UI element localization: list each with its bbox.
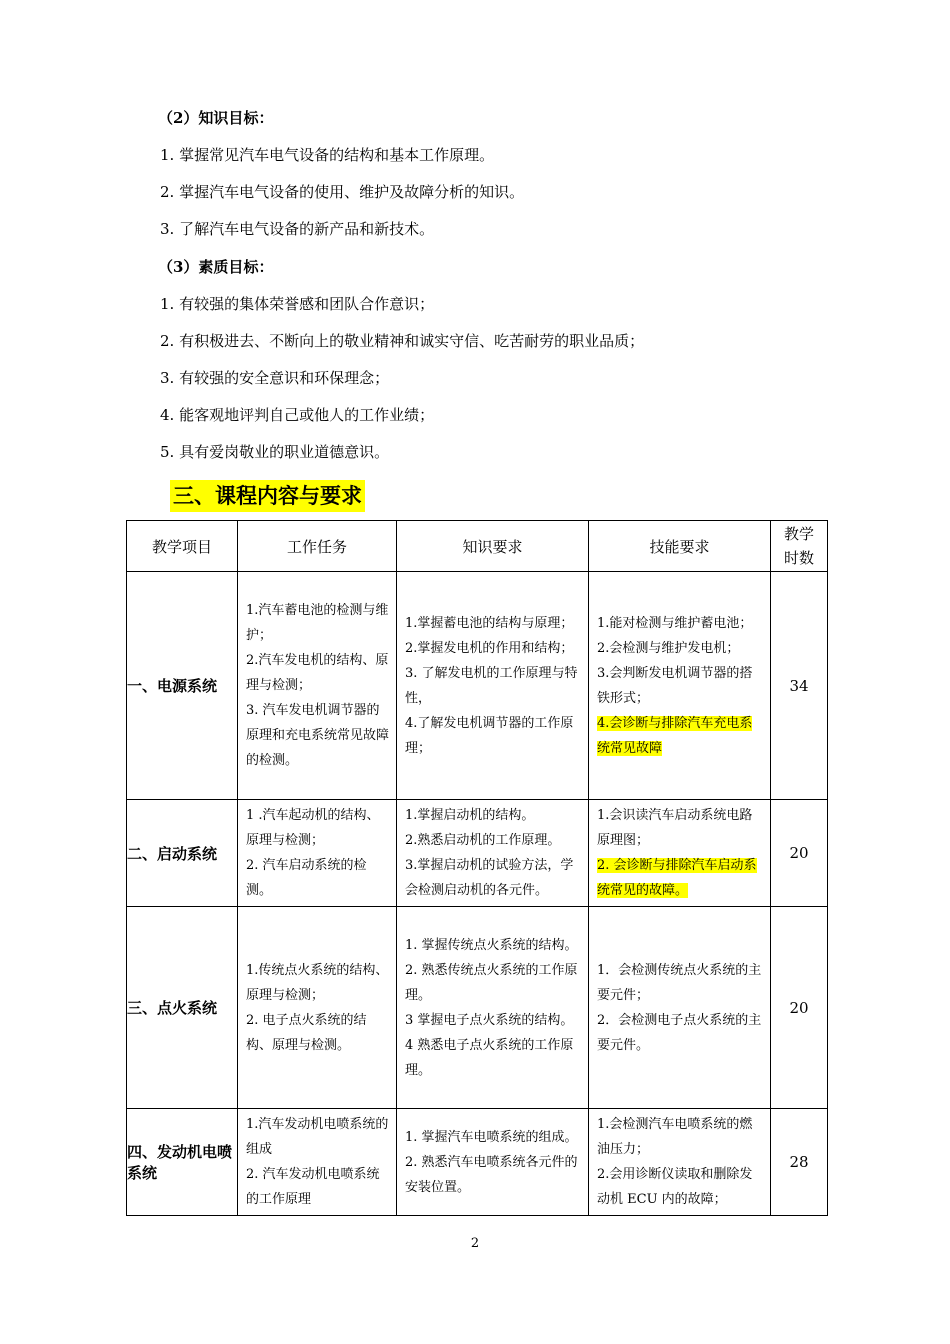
- skill-item-highlighted: 4.会诊断与排除汽车充电系统常见故障: [597, 715, 753, 756]
- row-project: 二、启动系统: [127, 800, 238, 907]
- task-item: 1.传统点火系统的结构、原理与检测；: [246, 962, 389, 1003]
- knowledge-item: 2.熟悉启动机的工作原理。: [405, 833, 561, 848]
- section-title: 三、课程内容与要求: [170, 480, 365, 512]
- skill-item: 1．会检测传统点火系统的主要元件；: [597, 962, 762, 1003]
- quality-goal-item: 3. 有较强的安全意识和环保理念；: [160, 369, 390, 387]
- row-project: 三、点火系统: [127, 907, 238, 1109]
- knowledge-goal-item: 2. 掌握汽车电气设备的使用、维护及故障分析的知识。: [160, 183, 525, 201]
- header-knowledge: 知识要求: [397, 521, 589, 572]
- knowledge-item: 1. 掌握传统点火系统的结构。: [405, 937, 578, 953]
- knowledge-item: 3. 了解发电机的工作原理与特性，: [405, 665, 578, 706]
- header-project: 教学项目: [127, 521, 238, 572]
- table-row: [127, 907, 828, 1109]
- quality-goal-item: 2. 有积极进去、不断向上的敬业精神和诚实守信、吃苦耐劳的职业品质；: [160, 332, 645, 350]
- task-item: 1.汽车发动机电喷系统的组成: [246, 1117, 389, 1157]
- header-hours-line1: 教学: [783, 525, 814, 543]
- knowledge-item: 1.掌握启动机的结构。: [405, 808, 535, 823]
- task-item: 2. 电子点火系统的结构、原理与检测。: [246, 1012, 367, 1053]
- table-row: [127, 572, 828, 800]
- table-row: [127, 1109, 828, 1216]
- knowledge-item: 2. 熟悉汽车电喷系统各元件的安装位置。: [405, 1154, 578, 1195]
- row-hours: 28: [771, 1109, 828, 1216]
- quality-goal-item: 4. 能客观地评判自己或他人的工作业绩；: [160, 406, 435, 424]
- row-knowledge: [397, 572, 589, 800]
- task-item: 2.汽车发电机的结构、原理与检测；: [246, 653, 389, 693]
- skill-item: 2．会检测电子点火系统的主要元件。: [597, 1012, 762, 1053]
- knowledge-item: 2.掌握发电机的作用和结构；: [405, 640, 574, 656]
- header-hours-line2: 时数: [783, 549, 814, 567]
- header-skill: 技能要求: [589, 521, 771, 572]
- header-task: 工作任务: [238, 521, 397, 572]
- task-item: 1 .汽车起动机的结构、原理与检测；: [246, 808, 380, 848]
- row-knowledge: [397, 800, 589, 907]
- knowledge-goal-item: 3. 了解汽车电气设备的新产品和新技术。: [160, 220, 435, 238]
- knowledge-item: 2. 熟悉传统点火系统的工作原理。: [405, 962, 578, 1003]
- quality-goals-heading: （3）素质目标：: [158, 258, 274, 276]
- quality-goal-item: 5. 具有爱岗敬业的职业道德意识。: [160, 443, 390, 461]
- skill-item: 3.会判断发电机调节器的搭铁形式；: [597, 665, 753, 706]
- task-item: 3. 汽车发电机调节器的原理和充电系统常见故障的检测。: [246, 703, 390, 768]
- skill-item: 2.会检测与维护发电机；: [597, 640, 740, 656]
- row-knowledge: [397, 907, 589, 1109]
- course-content-table: [126, 520, 828, 1216]
- knowledge-goal-item: 1. 掌握常见汽车电气设备的结构和基本工作原理。: [160, 146, 495, 164]
- table-header-row: [127, 521, 828, 572]
- knowledge-item: 4.了解发电机调节器的工作原理；: [405, 715, 574, 756]
- skill-item: 1.能对检测与维护蓄电池；: [597, 615, 753, 631]
- skill-item: 2.会用诊断仪读取和删除发动机 ECU 内的故障；: [597, 1167, 753, 1207]
- row-hours: 34: [771, 572, 828, 800]
- task-item: 1.汽车蓄电池的检测与维护；: [246, 603, 389, 643]
- row-skills: [589, 1109, 771, 1216]
- row-tasks: [238, 1109, 397, 1216]
- quality-goal-item: 1. 有较强的集体荣誉感和团队合作意识；: [160, 295, 435, 313]
- knowledge-item: 1.掌握蓄电池的结构与原理；: [405, 615, 574, 631]
- row-project: 四、发动机电喷系统: [127, 1109, 238, 1216]
- row-skills: [589, 800, 771, 907]
- task-item: 2. 汽车启动系统的检测。: [246, 858, 367, 898]
- task-item: 2. 汽车发动机电喷系统的工作原理: [246, 1167, 380, 1207]
- skill-item: 1.会识读汽车启动系统电路原理图；: [597, 808, 753, 848]
- row-knowledge: [397, 1109, 589, 1216]
- knowledge-item: 3 掌握电子点火系统的结构。: [405, 1012, 574, 1028]
- page-number: 2: [470, 1236, 480, 1251]
- row-tasks: [238, 572, 397, 800]
- row-skills: [589, 907, 771, 1109]
- row-tasks: [238, 800, 397, 907]
- row-tasks: [238, 907, 397, 1109]
- knowledge-item: 1. 掌握汽车电喷系统的组成。: [405, 1129, 578, 1145]
- knowledge-goals-heading: （2）知识目标：: [158, 109, 274, 127]
- row-skills: [589, 572, 771, 800]
- row-hours: 20: [771, 907, 828, 1109]
- row-project: 一、电源系统: [127, 572, 238, 800]
- knowledge-item: 4 熟悉电子点火系统的工作原理。: [405, 1037, 574, 1078]
- row-hours: 20: [771, 800, 828, 907]
- table-row: [127, 800, 828, 907]
- header-hours: [771, 521, 828, 572]
- skill-item-highlighted: 2. 会诊断与排除汽车启动系统常见的故障。: [597, 858, 757, 898]
- knowledge-item: 3.掌握启动机的试验方法，学会检测启动机的各元件。: [405, 858, 574, 898]
- skill-item: 1.会检测汽车电喷系统的燃油压力；: [597, 1117, 753, 1157]
